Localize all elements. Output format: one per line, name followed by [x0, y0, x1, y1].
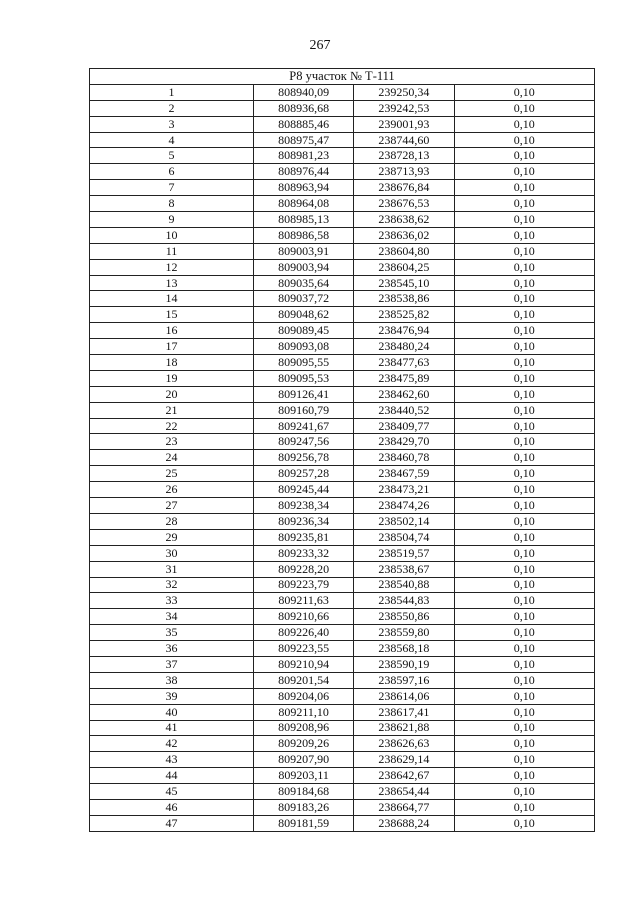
y-coordinate-cell: 238559,80 — [354, 625, 454, 641]
point-number-cell: 6 — [90, 164, 254, 180]
table-row — [90, 339, 595, 355]
x-coordinate-cell: 809223,79 — [253, 577, 353, 593]
table-row — [90, 561, 595, 577]
point-number-cell: 12 — [90, 259, 254, 275]
x-coordinate-cell: 809226,40 — [253, 625, 353, 641]
table-row — [90, 370, 595, 386]
x-coordinate-cell: 809210,94 — [253, 656, 353, 672]
accuracy-cell: 0,10 — [454, 196, 594, 212]
table-row — [90, 164, 595, 180]
point-number-cell: 37 — [90, 656, 254, 672]
point-number-cell: 2 — [90, 100, 254, 116]
x-coordinate-cell: 808964,08 — [253, 196, 353, 212]
y-coordinate-cell: 238590,19 — [354, 656, 454, 672]
point-number-cell: 30 — [90, 545, 254, 561]
x-coordinate-cell: 809003,94 — [253, 259, 353, 275]
table-row — [90, 498, 595, 514]
y-coordinate-cell: 238440,52 — [354, 402, 454, 418]
table-row — [90, 688, 595, 704]
point-number-cell: 40 — [90, 704, 254, 720]
table-row — [90, 768, 595, 784]
table-row — [90, 243, 595, 259]
accuracy-cell: 0,10 — [454, 752, 594, 768]
y-coordinate-cell: 238744,60 — [354, 132, 454, 148]
point-number-cell: 44 — [90, 768, 254, 784]
accuracy-cell: 0,10 — [454, 180, 594, 196]
point-number-cell: 18 — [90, 355, 254, 371]
table-row — [90, 291, 595, 307]
x-coordinate-cell: 809241,67 — [253, 418, 353, 434]
accuracy-cell: 0,10 — [454, 212, 594, 228]
x-coordinate-cell: 808981,23 — [253, 148, 353, 164]
y-coordinate-cell: 238473,21 — [354, 482, 454, 498]
y-coordinate-cell: 238477,63 — [354, 355, 454, 371]
x-coordinate-cell: 809048,62 — [253, 307, 353, 323]
point-number-cell: 41 — [90, 720, 254, 736]
point-number-cell: 34 — [90, 609, 254, 625]
table-row — [90, 482, 595, 498]
table-row — [90, 418, 595, 434]
accuracy-cell: 0,10 — [454, 164, 594, 180]
y-coordinate-cell: 238617,41 — [354, 704, 454, 720]
table-row — [90, 386, 595, 402]
x-coordinate-cell: 809204,06 — [253, 688, 353, 704]
x-coordinate-cell: 809238,34 — [253, 498, 353, 514]
x-coordinate-cell: 808936,68 — [253, 100, 353, 116]
y-coordinate-cell: 239250,34 — [354, 84, 454, 100]
y-coordinate-cell: 238676,84 — [354, 180, 454, 196]
table-row — [90, 672, 595, 688]
table-row — [90, 227, 595, 243]
point-number-cell: 11 — [90, 243, 254, 259]
y-coordinate-cell: 238629,14 — [354, 752, 454, 768]
accuracy-cell: 0,10 — [454, 450, 594, 466]
y-coordinate-cell: 238638,62 — [354, 212, 454, 228]
x-coordinate-cell: 809211,10 — [253, 704, 353, 720]
y-coordinate-cell: 238544,83 — [354, 593, 454, 609]
point-number-cell: 33 — [90, 593, 254, 609]
x-coordinate-cell: 809184,68 — [253, 784, 353, 800]
y-coordinate-cell: 239242,53 — [354, 100, 454, 116]
x-coordinate-cell: 809236,34 — [253, 513, 353, 529]
point-number-cell: 42 — [90, 736, 254, 752]
y-coordinate-cell: 238614,06 — [354, 688, 454, 704]
y-coordinate-cell: 238540,88 — [354, 577, 454, 593]
y-coordinate-cell: 238550,86 — [354, 609, 454, 625]
table-row — [90, 656, 595, 672]
table-row — [90, 323, 595, 339]
accuracy-cell: 0,10 — [454, 227, 594, 243]
table-row — [90, 609, 595, 625]
y-coordinate-cell: 238545,10 — [354, 275, 454, 291]
point-number-cell: 31 — [90, 561, 254, 577]
table-row — [90, 799, 595, 815]
accuracy-cell: 0,10 — [454, 434, 594, 450]
x-coordinate-cell: 809095,53 — [253, 370, 353, 386]
table-row — [90, 752, 595, 768]
accuracy-cell: 0,10 — [454, 116, 594, 132]
coordinates-table-body — [90, 69, 595, 832]
table-row — [90, 132, 595, 148]
x-coordinate-cell: 809181,59 — [253, 815, 353, 831]
point-number-cell: 5 — [90, 148, 254, 164]
x-coordinate-cell: 809256,78 — [253, 450, 353, 466]
accuracy-cell: 0,10 — [454, 243, 594, 259]
point-number-cell: 47 — [90, 815, 254, 831]
point-number-cell: 17 — [90, 339, 254, 355]
table-row — [90, 641, 595, 657]
y-coordinate-cell: 238621,88 — [354, 720, 454, 736]
y-coordinate-cell: 238538,86 — [354, 291, 454, 307]
x-coordinate-cell: 809247,56 — [253, 434, 353, 450]
point-number-cell: 35 — [90, 625, 254, 641]
y-coordinate-cell: 238474,26 — [354, 498, 454, 514]
table-row — [90, 720, 595, 736]
y-coordinate-cell: 238626,63 — [354, 736, 454, 752]
accuracy-cell: 0,10 — [454, 609, 594, 625]
accuracy-cell: 0,10 — [454, 498, 594, 514]
x-coordinate-cell: 809095,55 — [253, 355, 353, 371]
table-row — [90, 529, 595, 545]
x-coordinate-cell: 808940,09 — [253, 84, 353, 100]
accuracy-cell: 0,10 — [454, 656, 594, 672]
table-row — [90, 815, 595, 831]
coordinates-table — [89, 68, 595, 832]
table-row — [90, 180, 595, 196]
point-number-cell: 19 — [90, 370, 254, 386]
point-number-cell: 20 — [90, 386, 254, 402]
y-coordinate-cell: 238519,57 — [354, 545, 454, 561]
point-number-cell: 29 — [90, 529, 254, 545]
point-number-cell: 39 — [90, 688, 254, 704]
x-coordinate-cell: 809035,64 — [253, 275, 353, 291]
accuracy-cell: 0,10 — [454, 545, 594, 561]
x-coordinate-cell: 808885,46 — [253, 116, 353, 132]
accuracy-cell: 0,10 — [454, 370, 594, 386]
x-coordinate-cell: 808985,13 — [253, 212, 353, 228]
point-number-cell: 27 — [90, 498, 254, 514]
y-coordinate-cell: 238467,59 — [354, 466, 454, 482]
x-coordinate-cell: 809210,66 — [253, 609, 353, 625]
y-coordinate-cell: 238676,53 — [354, 196, 454, 212]
y-coordinate-cell: 238713,93 — [354, 164, 454, 180]
y-coordinate-cell: 238460,78 — [354, 450, 454, 466]
accuracy-cell: 0,10 — [454, 688, 594, 704]
y-coordinate-cell: 238525,82 — [354, 307, 454, 323]
y-coordinate-cell: 238636,02 — [354, 227, 454, 243]
point-number-cell: 38 — [90, 672, 254, 688]
y-coordinate-cell: 239001,93 — [354, 116, 454, 132]
point-number-cell: 15 — [90, 307, 254, 323]
x-coordinate-cell: 809235,81 — [253, 529, 353, 545]
table-row — [90, 355, 595, 371]
table-row — [90, 736, 595, 752]
table-row — [90, 784, 595, 800]
point-number-cell: 10 — [90, 227, 254, 243]
accuracy-cell: 0,10 — [454, 132, 594, 148]
table-row — [90, 704, 595, 720]
point-number-cell: 43 — [90, 752, 254, 768]
y-coordinate-cell: 238728,13 — [354, 148, 454, 164]
point-number-cell: 3 — [90, 116, 254, 132]
table-row — [90, 577, 595, 593]
point-number-cell: 21 — [90, 402, 254, 418]
point-number-cell: 16 — [90, 323, 254, 339]
table-row — [90, 625, 595, 641]
x-coordinate-cell: 809037,72 — [253, 291, 353, 307]
x-coordinate-cell: 809093,08 — [253, 339, 353, 355]
x-coordinate-cell: 809003,91 — [253, 243, 353, 259]
table-row — [90, 466, 595, 482]
accuracy-cell: 0,10 — [454, 355, 594, 371]
table-row — [90, 100, 595, 116]
table-row — [90, 116, 595, 132]
x-coordinate-cell: 808976,44 — [253, 164, 353, 180]
table-row — [90, 593, 595, 609]
point-number-cell: 36 — [90, 641, 254, 657]
y-coordinate-cell: 238664,77 — [354, 799, 454, 815]
point-number-cell: 46 — [90, 799, 254, 815]
x-coordinate-cell: 809209,26 — [253, 736, 353, 752]
accuracy-cell: 0,10 — [454, 720, 594, 736]
point-number-cell: 32 — [90, 577, 254, 593]
accuracy-cell: 0,10 — [454, 513, 594, 529]
y-coordinate-cell: 238480,24 — [354, 339, 454, 355]
x-coordinate-cell: 808975,47 — [253, 132, 353, 148]
accuracy-cell: 0,10 — [454, 84, 594, 100]
x-coordinate-cell: 809201,54 — [253, 672, 353, 688]
y-coordinate-cell: 238475,89 — [354, 370, 454, 386]
table-title-row — [90, 69, 595, 85]
point-number-cell: 26 — [90, 482, 254, 498]
point-number-cell: 1 — [90, 84, 254, 100]
y-coordinate-cell: 238604,25 — [354, 259, 454, 275]
y-coordinate-cell: 238502,14 — [354, 513, 454, 529]
x-coordinate-cell: 808963,94 — [253, 180, 353, 196]
accuracy-cell: 0,10 — [454, 815, 594, 831]
accuracy-cell: 0,10 — [454, 259, 594, 275]
accuracy-cell: 0,10 — [454, 577, 594, 593]
accuracy-cell: 0,10 — [454, 386, 594, 402]
x-coordinate-cell: 809257,28 — [253, 466, 353, 482]
x-coordinate-cell: 809183,26 — [253, 799, 353, 815]
x-coordinate-cell: 808986,58 — [253, 227, 353, 243]
y-coordinate-cell: 238429,70 — [354, 434, 454, 450]
accuracy-cell: 0,10 — [454, 704, 594, 720]
y-coordinate-cell: 238409,77 — [354, 418, 454, 434]
accuracy-cell: 0,10 — [454, 148, 594, 164]
point-number-cell: 22 — [90, 418, 254, 434]
y-coordinate-cell: 238538,67 — [354, 561, 454, 577]
table-row — [90, 84, 595, 100]
point-number-cell: 4 — [90, 132, 254, 148]
table-row — [90, 450, 595, 466]
accuracy-cell: 0,10 — [454, 482, 594, 498]
accuracy-cell: 0,10 — [454, 641, 594, 657]
accuracy-cell: 0,10 — [454, 307, 594, 323]
table-row — [90, 513, 595, 529]
accuracy-cell: 0,10 — [454, 672, 594, 688]
point-number-cell: 7 — [90, 180, 254, 196]
table-title: Р8 участок № Т-111 — [90, 69, 595, 85]
accuracy-cell: 0,10 — [454, 529, 594, 545]
table-row — [90, 275, 595, 291]
point-number-cell: 23 — [90, 434, 254, 450]
accuracy-cell: 0,10 — [454, 799, 594, 815]
point-number-cell: 28 — [90, 513, 254, 529]
accuracy-cell: 0,10 — [454, 291, 594, 307]
y-coordinate-cell: 238654,44 — [354, 784, 454, 800]
table-row — [90, 402, 595, 418]
x-coordinate-cell: 809160,79 — [253, 402, 353, 418]
table-row — [90, 545, 595, 561]
x-coordinate-cell: 809211,63 — [253, 593, 353, 609]
point-number-cell: 8 — [90, 196, 254, 212]
point-number-cell: 9 — [90, 212, 254, 228]
y-coordinate-cell: 238688,24 — [354, 815, 454, 831]
point-number-cell: 45 — [90, 784, 254, 800]
point-number-cell: 14 — [90, 291, 254, 307]
x-coordinate-cell: 809203,11 — [253, 768, 353, 784]
accuracy-cell: 0,10 — [454, 402, 594, 418]
table-row — [90, 259, 595, 275]
accuracy-cell: 0,10 — [454, 593, 594, 609]
y-coordinate-cell: 238476,94 — [354, 323, 454, 339]
accuracy-cell: 0,10 — [454, 418, 594, 434]
accuracy-cell: 0,10 — [454, 561, 594, 577]
table-row — [90, 196, 595, 212]
accuracy-cell: 0,10 — [454, 466, 594, 482]
x-coordinate-cell: 809223,55 — [253, 641, 353, 657]
table-row — [90, 307, 595, 323]
accuracy-cell: 0,10 — [454, 736, 594, 752]
accuracy-cell: 0,10 — [454, 784, 594, 800]
x-coordinate-cell: 809208,96 — [253, 720, 353, 736]
x-coordinate-cell: 809228,20 — [253, 561, 353, 577]
accuracy-cell: 0,10 — [454, 625, 594, 641]
x-coordinate-cell: 809233,32 — [253, 545, 353, 561]
y-coordinate-cell: 238504,74 — [354, 529, 454, 545]
y-coordinate-cell: 238462,60 — [354, 386, 454, 402]
accuracy-cell: 0,10 — [454, 100, 594, 116]
point-number-cell: 13 — [90, 275, 254, 291]
page-number: 267 — [309, 38, 331, 53]
accuracy-cell: 0,10 — [454, 339, 594, 355]
y-coordinate-cell: 238604,80 — [354, 243, 454, 259]
table-row — [90, 148, 595, 164]
point-number-cell: 24 — [90, 450, 254, 466]
table-row — [90, 434, 595, 450]
x-coordinate-cell: 809245,44 — [253, 482, 353, 498]
y-coordinate-cell: 238642,67 — [354, 768, 454, 784]
accuracy-cell: 0,10 — [454, 275, 594, 291]
accuracy-cell: 0,10 — [454, 768, 594, 784]
point-number-cell: 25 — [90, 466, 254, 482]
accuracy-cell: 0,10 — [454, 323, 594, 339]
x-coordinate-cell: 809207,90 — [253, 752, 353, 768]
table-row — [90, 212, 595, 228]
x-coordinate-cell: 809089,45 — [253, 323, 353, 339]
y-coordinate-cell: 238597,16 — [354, 672, 454, 688]
y-coordinate-cell: 238568,18 — [354, 641, 454, 657]
x-coordinate-cell: 809126,41 — [253, 386, 353, 402]
